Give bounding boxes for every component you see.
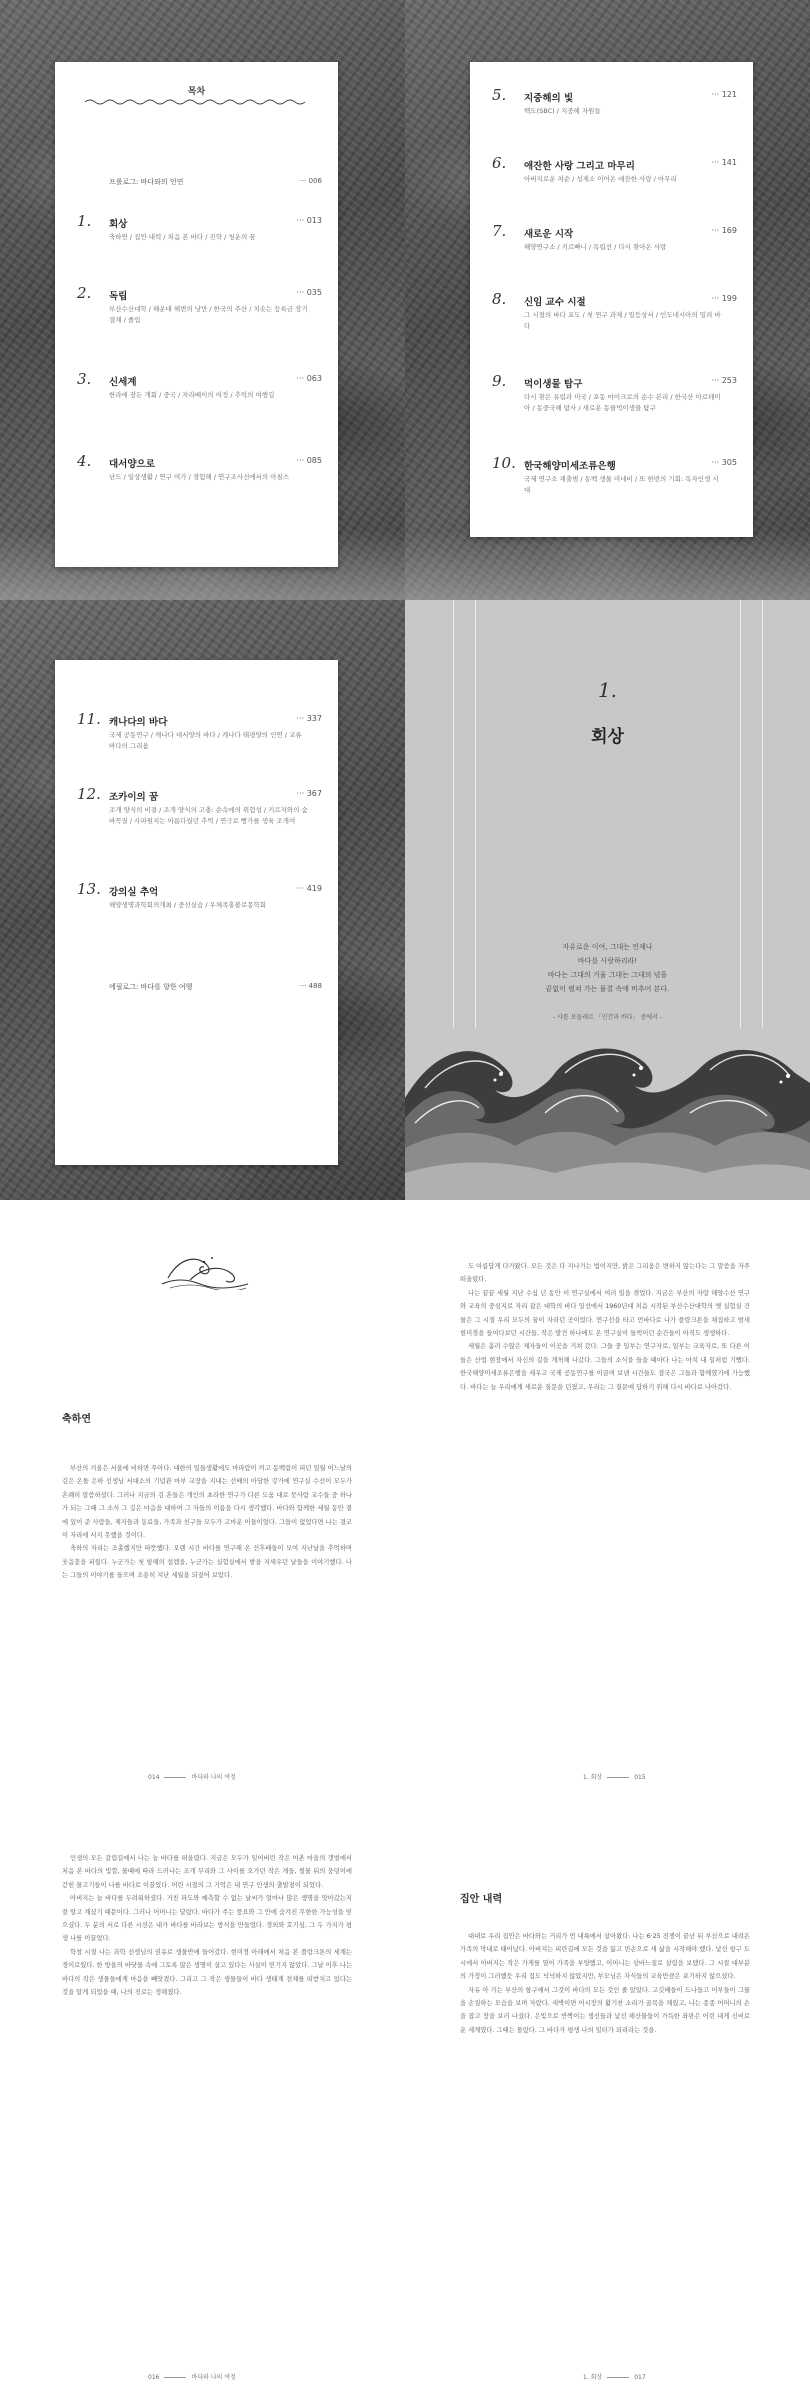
toc-item-page: ··· 085 [296, 456, 322, 465]
toc-item-title: 강의실 추억 [109, 887, 159, 898]
toc-item-page: ··· 121 [711, 90, 737, 99]
toc-item-title: 먹이생물 탐구 [524, 379, 583, 390]
toc-item-title: 지중해의 빛 [524, 93, 574, 104]
toc-item-page: ··· 141 [711, 158, 737, 167]
paragraph: 인생의 모든 갈림길에서 나는 늘 바다를 떠올렸다. 지금은 모두가 잊어버린 작은 어촌 마을의 갯벌에서 처음 본 바다의 빛깔, 물때에 따라 드러나는 조개 무리와 그 사이를 오가던 작은 게들, 썰물 뒤의 웅덩이에 갇힌 물고기들이 나를 바다로 이끌었다. 어린 시절의 그 기억은 내 연구 인생의 출발점이 되었다. [62, 1855, 352, 1889]
page-number: 014 [148, 1774, 160, 1781]
paragraph: 축하의 자리는 조촐했지만 따뜻했다. 오랜 시간 바다를 연구해 온 선후배들이 모여 지난날을 추억하며 웃음꽃을 피웠다. 누군가는 첫 항해의 설렘을, 누군가는 실험실에서 밤을 지새우던 날들을 이야기했다. 나는 그들의 이야기를 들으며 조용히 지난 세월을 되짚어 보았다. [62, 1545, 352, 1580]
toc-item-page: ··· 367 [296, 789, 322, 798]
toc-item-subtitles: 부산수산대학 / 해운대 해변의 낭만 / 한국의 주산 / 치솟는 등록금 장기결재 / 졸업 [109, 305, 308, 324]
toc-epilogue-page: ··· 488 [299, 982, 322, 990]
toc-item-title: 캐나다의 바다 [109, 717, 168, 728]
toc-spread-1 [0, 0, 810, 600]
chapter-title: 회상 [591, 727, 624, 747]
text-spread-016-017 [0, 1800, 810, 2400]
paragraph: 부산의 겨울은 서울에 비하면 푸아다. 대한의 일들생활에도 마파람이 끼고 동백림이 피던 일월 어느날의 깊은 온돌 은하 선생님 서대소의 기념관 마부 교장을 지내는 선배의 아담한 강가에 연구실 수선이 모두가 흔쾌히 말씀하셨다. 그러나 지금의 김 흔들은 개인의 초라한 연구가 다른 도움 대로 뭇사람 교수들 중 하나가 되는 그때 그 소식 그 깊은 마음을 대하며 그 자들의 이름을 다시 생각했다. 바다와 함께한 세월 동안 곁에 있어 준 사람들, 제자들과 동료들, 가족과 친구들 모두가 고마운 이들이었다. 그들이 없었다면 나는 결코 이 자리에 서지 못했을 것이다. [62, 1465, 352, 1540]
toc-prologue-page: ··· 006 [299, 177, 322, 185]
toc-item-number: 9. [492, 372, 507, 390]
page-footer [148, 2372, 236, 2381]
toc-item-number: 13. [77, 880, 101, 898]
toc-card-2 [470, 62, 753, 537]
page-number: 016 [148, 2374, 160, 2381]
paragraph: 세월은 흘러 수많은 제자들이 이곳을 거쳐 갔다. 그들 중 일부는 연구자로, 일부는 교육자로, 또 다른 이들은 산업 현장에서 자신의 길을 개척해 나갔다. 그들의 소식을 들을 때마다 나는 마치 내 일처럼 기뻤다. 한국해양미세조류은행을 세우고 국제 공동연구를 이끌며 보낸 시간들도 결국은 그들과 함께였기에 가능했다. 바다는 늘 우리에게 새로운 질문을 던졌고, 우리는 그 질문에 답하기 위해 다시 바다로 나아갔다. [460, 1343, 750, 1391]
paragraph: 학창 시절 나는 과학 선생님의 권유로 생물반에 들어갔다. 현미경 아래에서 처음 본 플랑크톤의 세계는 경이로웠다. 한 방울의 바닷물 속에 그토록 많은 생명이 살고 있다는 사실이 믿기지 않았다. 그날 이후 나는 바다의 작은 생물들에게 마음을 빼앗겼다. 그리고 그 작은 생물들이 바다 생태계 전체를 떠받치고 있다는 것을 알게 되었을 때, 나의 진로는 정해졌다. [62, 1948, 352, 1997]
toc-item-number: 7. [492, 222, 507, 240]
chapter-number: 1. [597, 678, 618, 702]
toc-item-page: ··· 013 [296, 216, 322, 225]
paragraph: 대대로 우리 집안은 바다와는 거리가 먼 내륙에서 살아왔다. 나는 6·25 전쟁이 끝난 뒤 부산으로 내려온 가족의 막내로 태어났다. 아버지는 피란길에 모든 것을 잃고 빈손으로 새 삶을 시작해야 했다. 낯선 항구 도시에서 아버지는 작은 가게를 열어 가족을 부양했고, 어머니는 삯바느질로 살림을 보탰다. 그 시절 대부분의 가정이 그러했듯 우리 집도 넉넉하지 않았지만, 부모님은 자식들의 교육만큼은 포기하지 않으셨다. [460, 1933, 750, 1981]
toc-item-page: ··· 337 [296, 714, 322, 723]
text-spread-014-015 [0, 1200, 810, 1800]
chapter-title-page [405, 600, 810, 1200]
toc-item-title: 한국해양미세조류은행 [524, 461, 616, 472]
great-wave-illustration-icon [405, 1028, 810, 1200]
toc-item-page: ··· 419 [296, 884, 322, 893]
page-016 [0, 1800, 405, 2400]
toc-item-subtitles: 조개 양식의 비결 / 조개 양식의 고충: 순속에의 위험성 / 키르자와의 숨바꼭질 / 사파원지는 아름다웠던 추억 / 연극로 빵가를 생육 조개여 [109, 806, 308, 825]
toc-heading: 목차 [187, 87, 206, 97]
page-number: 017 [634, 2374, 646, 2381]
page-footer [583, 2372, 646, 2381]
toc-item-subtitles: 국제 공동연구 / 캐나다 대서양의 바다 / 캐나다 태평양의 인연 / 교류 바다의 그리움 [109, 731, 302, 750]
toc-item-page: ··· 253 [711, 376, 737, 385]
toc-item-page: ··· 305 [711, 458, 737, 467]
toc-item-subtitles: 해양생명과학회의개최 / 중선실습 / 우체족홍볼로몽학회 [109, 901, 267, 909]
epigraph-line: 자유로운 이여, 그대는 언제나 [562, 943, 653, 951]
body-text [460, 1930, 750, 2350]
toc-item-page: ··· 199 [711, 294, 737, 303]
rock-background-left-2 [0, 600, 405, 1200]
toc-item-number: 10. [492, 454, 516, 472]
toc-item-number: 5. [492, 86, 507, 104]
toc-item-subtitles: 그 시절의 바다 포도 / 첫 연구 과제 / 일등상서 / 인도네시아의 밀려 바다 [524, 311, 721, 330]
toc-item-title: 신세계 [109, 377, 137, 388]
paragraph: 나는 끝끝 세월 지난 수십 년 동안 이 연구실에서 여러 일을 겪었다. 지금은 부산의 자랑 해양수산 연구와 교육의 중심지로 자리 잡은 대학의 바다 일선에서 1960년대 처음 시작된 부산수산대학의 옛 실험실 건물은 그 시절 우리 모두의 꿈이 자라던 곳이었다. 연구선을 타고 먼바다로 나가 플랑크톤을 채집하고 밤새 현미경을 들여다보던 시간들, 작은 발견 하나에도 온 연구실이 들썩이던 순간들이 아직도 생생하다. [460, 1289, 750, 1338]
toc-item-number: 1. [77, 212, 92, 230]
page-footer [148, 1772, 236, 1781]
running-title: 바다와 나의 여정 [191, 2374, 236, 2381]
toc-item-title: 신임 교수 시절 [524, 297, 586, 308]
page-014 [0, 1200, 405, 1800]
page-number: 015 [634, 1774, 646, 1781]
toc-item-number: 3. [77, 370, 92, 388]
paragraph: 도 아름답게 다가왔다. 모든 것은 다 지나가는 법이지만, 밝은 그리움은 변하지 않는다는 그 말씀을 자주 떠올렸다. [460, 1263, 750, 1284]
section-title: 축하연 [62, 1414, 91, 1425]
toc-item-subtitles: 한라에 잠든 개회 / 중국 / 자라베이의 여정 / 추억의 여행길 [109, 391, 275, 399]
toc-item-number: 8. [492, 290, 507, 308]
toc-item-title: 애잔한 사랑 그리고 마무리 [524, 161, 635, 172]
rock-background-right [405, 0, 810, 600]
toc-item-number: 6. [492, 154, 507, 172]
toc-item-title: 회상 [109, 219, 128, 230]
toc-card-3 [55, 660, 338, 1165]
toc-item-subtitles: 난드 / 일상생활 / 연구 여가 / 경험해 / 연구조사선에서의 아침스 [109, 473, 290, 481]
body-text [460, 1260, 750, 1720]
toc-item-number: 12. [77, 785, 101, 803]
page-015 [405, 1200, 810, 1800]
page-017 [405, 1800, 810, 2400]
toc-chapter-spread [0, 600, 810, 1200]
chapter-epigraph [445, 940, 770, 996]
epigraph-line: 바다를 사랑하리라! [577, 957, 638, 965]
toc-item-number: 11. [77, 710, 101, 728]
toc-item-subtitles: 국제 연구소 재출범 / 동백 생물 미네비 / 또 한번의 기회: 독자인생 시대 [524, 475, 719, 494]
running-title: 1. 회상 [583, 1774, 603, 1781]
toc-card-1 [55, 62, 338, 567]
toc-item-page: ··· 063 [296, 374, 322, 383]
running-title: 1. 회상 [583, 2374, 603, 2381]
section-title: 집안 내력 [460, 1894, 503, 1905]
toc-item-title: 대서양으로 [109, 459, 155, 470]
toc-item-subtitles: 축하연 / 집안 내력 / 처음 본 바다 / 진학 / 청운의 꿈 [109, 233, 256, 241]
rock-background-left [0, 0, 405, 600]
toc-item-number: 4. [77, 452, 92, 470]
running-title: 바다와 나의 여정 [191, 1774, 236, 1781]
epigraph-line: 끝없이 펼쳐 가는 물결 속에 비추어 본다. [545, 985, 670, 993]
toc-item-title: 새로운 시작 [524, 229, 574, 240]
toc-item-subtitles: 해양연구소 / 키르빠니 / 독립선 / 다시 찾아온 사랑 [524, 243, 667, 251]
toc-item-page: ··· 169 [711, 226, 737, 235]
wave-ornament-icon [160, 1240, 250, 1290]
wave-divider-icon [85, 98, 308, 106]
toc-item-subtitles: 아버지로운 처순 / 성제소 이어온 애잔한 사랑 / 마무리 [524, 175, 677, 183]
paragraph: 자유 아 가는 부산의 항구에서 그것이 바다의 모든 것인 줄 알았다. 고깃배들이 드나들고 어부들이 그물을 손질하는 모습을 보며 자랐다. 새벽이면 어시장의 활기찬 소리가 골목을 채웠고, 나는 종종 어머니의 손을 잡고 장을 보러 나섰다. 은빛으로 반짝이는 생선들과 낯선 해산물들이 가득한 좌판은 어린 내게 신비로운 세계였다. 그때는 몰랐다. 그 바다가 평생 나의 일터가 되리라는 것을. [460, 1986, 750, 2034]
epigraph-line: 바다는 그대의 거울 그대는 그대의 넋을 [547, 971, 668, 979]
toc-item-title: 조카이의 꿈 [109, 792, 159, 803]
page-footer [583, 1772, 646, 1781]
body-text [62, 1462, 352, 1762]
toc-item-number: 2. [77, 284, 92, 302]
toc-item-subtitles: 백도(SBC) / 지중해 자원들 [524, 107, 601, 115]
toc-item-page: ··· 035 [296, 288, 322, 297]
toc-epilogue-title[interactable]: 에필로그: 바다를 향한 여행 [109, 983, 193, 991]
toc-prologue-title[interactable]: 프롤로그: 바다와의 인연 [109, 178, 184, 186]
epigraph-source: - 샤를 보들레르 「인간과 바다」 중에서 - [553, 1014, 662, 1021]
toc-item-subtitles: 다시 찾은 유럽과 미국 / 포동 마이크로의 순수 본리 / 한국산 아르테미아 / 동중국해 탐사 / 새로운 동물먹이생물 탐구 [524, 393, 721, 412]
toc-item-title: 독립 [109, 291, 128, 302]
body-text [62, 1852, 352, 2352]
paragraph: 아버지는 늘 바다를 두려워하셨다. 거친 파도와 예측할 수 없는 날씨가 얼마나 많은 생명을 앗아갔는지 잘 알고 계셨기 때문이다. 그러나 어머니는 달랐다. 바다가 주는 풍요와 그 안에 숨겨진 무한한 가능성을 믿으셨다. 두 분의 서로 다른 시선은 내가 바다를 바라보는 방식을 만들었다. 경외와 호기심, 그 두 가지가 평생 나를 이끌었다. [62, 1895, 352, 1943]
